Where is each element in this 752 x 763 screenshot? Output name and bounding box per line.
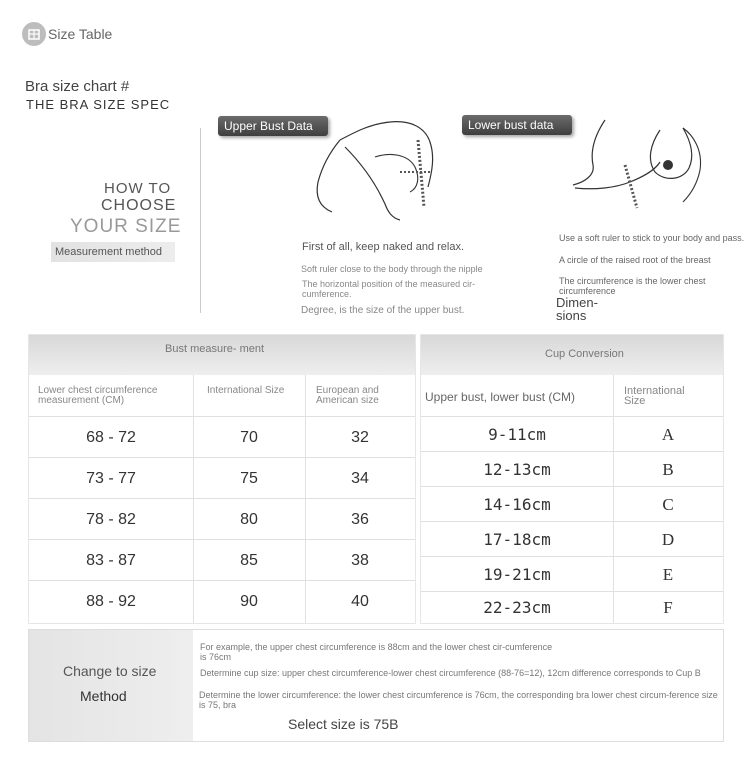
table-row	[29, 499, 415, 540]
chart-subtitle: THE BRA SIZE SPEC	[26, 97, 171, 112]
lower-bust-tag: Lower bust data	[462, 115, 572, 135]
size-table-icon	[22, 22, 46, 46]
cup-conversion-table	[420, 334, 724, 624]
example-side-line-1: Change to size	[63, 663, 157, 679]
cup-table-header-label: Cup Conversion	[545, 348, 624, 360]
bust-table-header	[29, 335, 415, 375]
table-row	[421, 522, 723, 557]
table-cell: 75	[240, 470, 258, 487]
table-cell: 36	[351, 511, 369, 528]
table-cell: 9-11cm	[488, 425, 546, 444]
example-line-3: Determine the lower circumference: the lower chest circumference is 76cm, the corresponding bra lower chest circum-ference size is 75, bra	[199, 690, 718, 710]
header-title: Size Table	[48, 26, 113, 42]
table-cell: C	[662, 495, 674, 514]
example-side-panel	[29, 630, 193, 741]
table-cell: 40	[351, 593, 369, 610]
upper-bust-illustration	[300, 112, 450, 227]
upper-bust-tag: Upper Bust Data	[218, 116, 328, 136]
table-row	[421, 592, 723, 623]
lower-bust-text-4: Dimen- sions	[556, 295, 598, 323]
example-line-2: Determine cup size: upper chest circumference-lower chest circumference (88-76=12), 12cm difference corresponds to Cup B	[200, 668, 701, 678]
table-cell: B	[662, 460, 674, 479]
table-row	[421, 417, 723, 452]
table-cell: 34	[351, 470, 369, 487]
table-cell: 83 - 87	[86, 552, 136, 569]
table-cell: 80	[240, 511, 258, 528]
table-cell: 68 - 72	[86, 429, 136, 446]
table-cell: 70	[240, 429, 258, 446]
table-row	[29, 458, 415, 499]
cup-table-header	[421, 335, 723, 375]
table-row	[421, 557, 723, 592]
bust-table-header-label: Bust measure- ment	[165, 343, 265, 355]
table-cell: 88 - 92	[86, 593, 136, 610]
table-row	[421, 452, 723, 487]
example-result: Select size is 75B	[288, 716, 399, 732]
vertical-divider	[200, 128, 201, 313]
upper-bust-text-2: Soft ruler close to the body through the nipple	[301, 264, 483, 274]
table-cell: 17-18cm	[483, 530, 551, 549]
how-to-line-3: YOUR SIZE	[70, 216, 182, 237]
table-cell: 32	[351, 429, 369, 446]
bust-column-header: European and American size	[316, 385, 379, 406]
table-cell: E	[662, 565, 674, 584]
lower-bust-text-3: The circumference is the lower chest circumference	[559, 276, 706, 296]
upper-bust-text-3: The horizontal position of the measured cir-cumference.	[302, 279, 476, 299]
lower-bust-illustration	[565, 110, 710, 220]
table-cell: F	[663, 598, 673, 617]
measurement-method-badge: Measurement method	[51, 242, 175, 262]
table-row	[29, 540, 415, 581]
lower-bust-text-1: Use a soft ruler to stick to your body and pass.	[559, 233, 745, 243]
table-row	[29, 417, 415, 458]
table-cell: A	[661, 425, 675, 444]
table-row	[421, 487, 723, 522]
table-cell: 19-21cm	[483, 565, 551, 584]
how-to-line-2: CHOOSE	[101, 197, 177, 214]
table-cell: 12-13cm	[483, 460, 551, 479]
how-to-line-1: HOW TO	[104, 180, 172, 197]
bust-column-header: Lower chest circumference measurement (CM)	[38, 385, 158, 406]
example-side-line-2: Method	[80, 688, 127, 704]
cup-column-header: International Size	[624, 385, 685, 407]
lower-bust-text-2: A circle of the raised root of the breast	[559, 255, 711, 265]
bust-measurement-table	[28, 334, 416, 624]
table-row	[29, 581, 415, 622]
table-cell: 73 - 77	[86, 470, 136, 487]
upper-bust-text-1: First of all, keep naked and relax.	[302, 241, 465, 253]
table-cell: 38	[351, 552, 369, 569]
table-cell: 78 - 82	[86, 511, 136, 528]
table-cell: 90	[240, 593, 258, 610]
upper-bust-text-4: Degree, is the size of the upper bust.	[301, 305, 465, 316]
table-cell: D	[661, 530, 675, 549]
bust-column-header: International Size	[207, 385, 285, 396]
example-box	[28, 629, 724, 742]
cup-column-header: Upper bust, lower bust (CM)	[425, 390, 576, 404]
example-line-1: For example, the upper chest circumference is 88cm and the lower chest cir-cumference is 76cm	[200, 642, 553, 662]
table-cell: 22-23cm	[483, 598, 551, 617]
table-cell: 14-16cm	[483, 495, 551, 514]
chart-title: Bra size chart #	[25, 78, 130, 95]
table-cell: 85	[240, 552, 258, 569]
